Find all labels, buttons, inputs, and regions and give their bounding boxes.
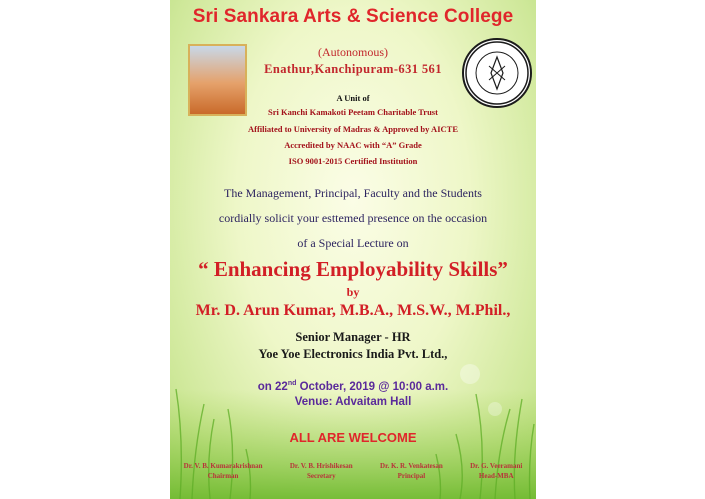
unit-of-label: A Unit of — [336, 93, 370, 103]
signatory-name: Dr. V. B. Kumarakrishnan — [183, 462, 263, 470]
speaker-name: Mr. D. Arun Kumar, M.B.A., M.S.W., M.Phil., — [195, 302, 511, 319]
signatory-name: Dr. K. R. Venkatesan — [380, 462, 443, 470]
signatory-name: Dr. G. Veeramani — [470, 462, 523, 470]
event-date-suffix: nd — [287, 380, 297, 387]
speaker-company: Yoe Yoe Electronics India Pvt. Ltd., — [258, 347, 448, 361]
college-name: Sri Sankara Arts & Science College — [192, 6, 514, 27]
signatory-principal — [380, 461, 443, 481]
signatory-name: Dr. V. B. Hrishikesan — [289, 462, 353, 470]
signatories — [170, 461, 536, 481]
trust-name: Sri Kanchi Kamakoti Peetam Charitable Trust — [268, 107, 438, 117]
signatory-role: Principal — [397, 472, 426, 480]
signatory-secretary — [290, 461, 353, 481]
invitation-poster — [170, 0, 536, 499]
welcome-message: ALL ARE WELCOME — [289, 430, 417, 445]
college-location: Enathur,Kanchipuram-631 561 — [264, 62, 442, 76]
invitation-line-1: The Management, Principal, Faculty and the Students — [224, 186, 482, 200]
event-date-rest: October, 2019 @ 10:00 a.m. — [296, 380, 449, 393]
accreditation-text: Accredited by NAAC with “A” Grade — [284, 140, 422, 150]
invitation-line-3: of a Special Lecture on — [297, 236, 409, 250]
autonomous-label: (Autonomous) — [318, 45, 388, 59]
signatory-role: Chairman — [207, 472, 239, 480]
invitation-line-2: cordially solicit your esttemed presence on the occasion — [218, 211, 488, 225]
signatory-head-mba — [470, 461, 522, 481]
event-venue: Venue: Advaitam Hall — [294, 396, 412, 408]
by-label: by — [346, 285, 360, 299]
signatory-chairman — [184, 461, 263, 481]
affiliation-text: Affiliated to University of Madras & Approved by AICTE — [248, 124, 458, 134]
speaker-designation: Senior Manager - HR — [295, 330, 411, 344]
event-date — [170, 380, 536, 393]
signatory-role: Head-MBA — [478, 472, 514, 480]
signatory-role: Secretary — [306, 472, 336, 480]
event-date-prefix: on 22 — [257, 380, 288, 393]
iso-certification: ISO 9001-2015 Certified Institution — [288, 156, 418, 166]
lecture-topic: “ Enhancing Employability Skills” — [198, 257, 508, 281]
